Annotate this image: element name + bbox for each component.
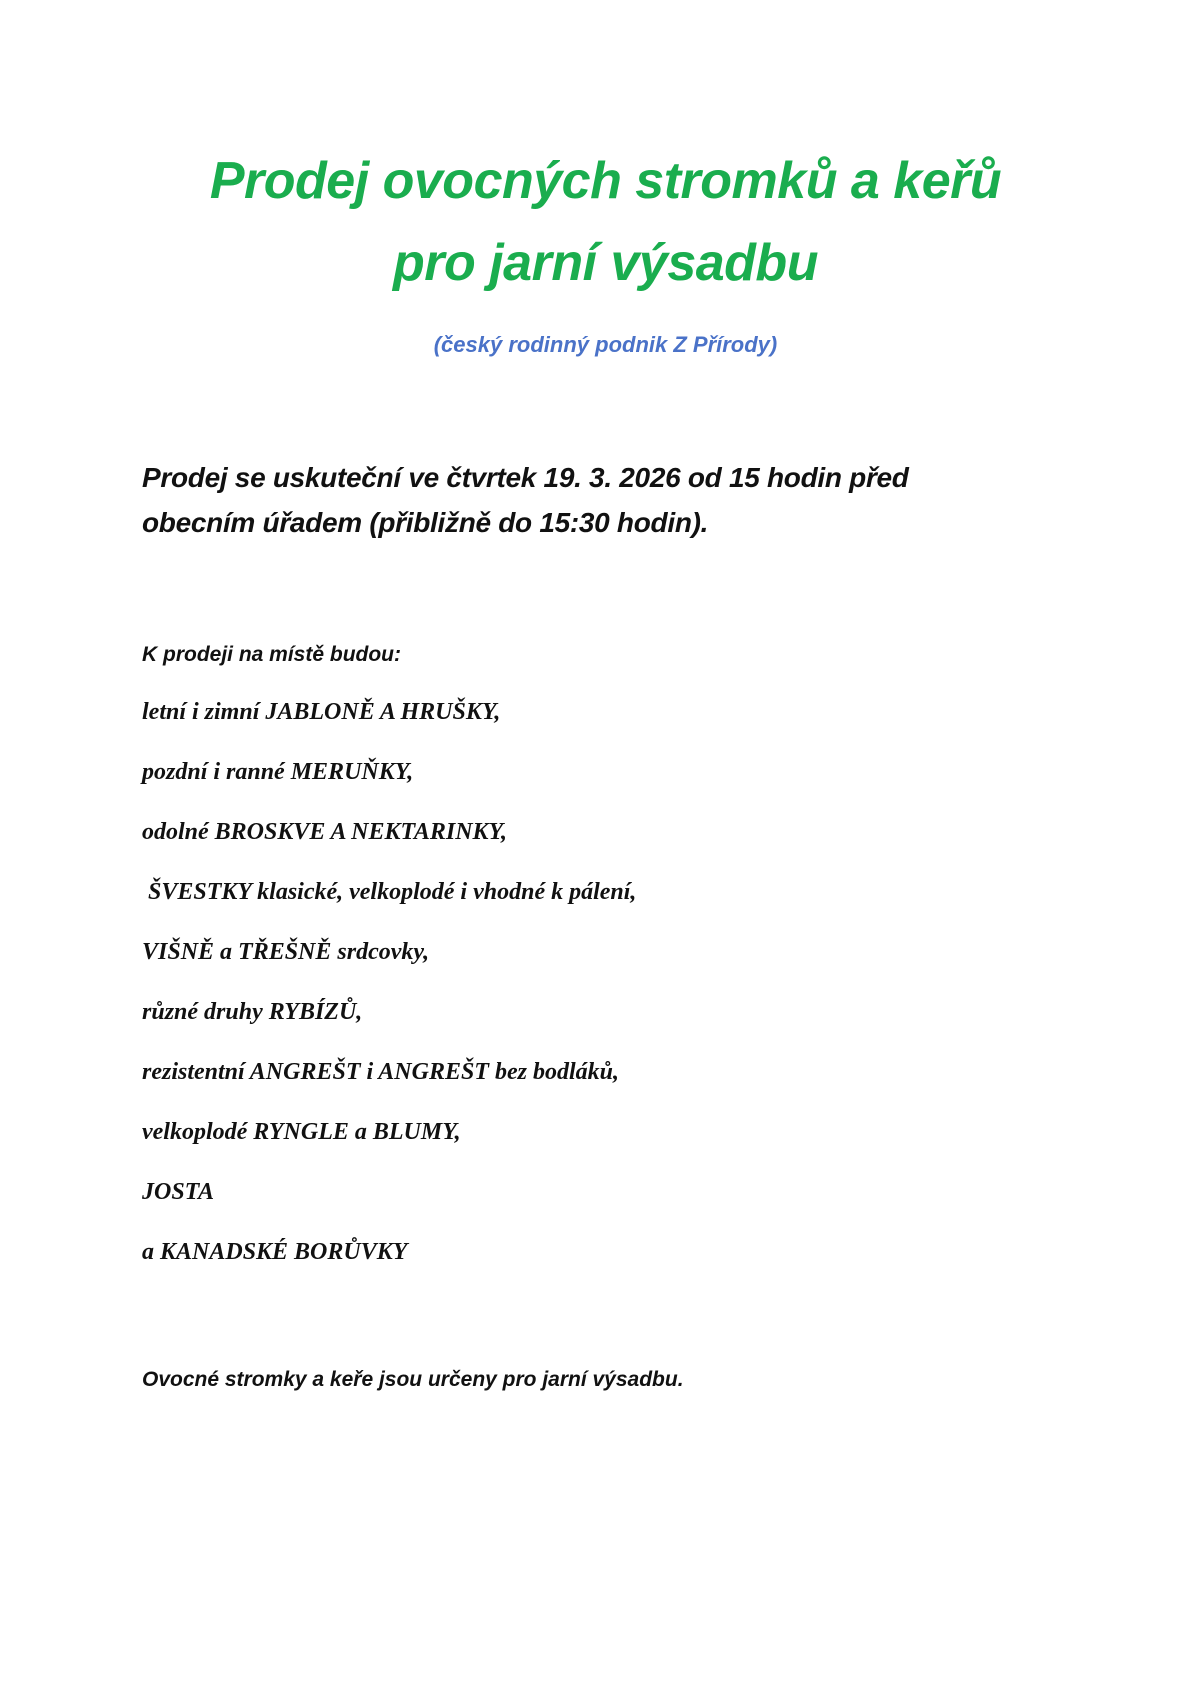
list-item: velkoplodé RYNGLE a BLUMY, <box>142 1119 461 1145</box>
list-heading: K prodeji na místě budou: <box>142 643 402 666</box>
subtitle: (český rodinný podnik Z Přírody) <box>433 332 778 357</box>
list-item: rezistentní ANGREŠT i ANGREŠT bez bodláků, <box>142 1059 619 1085</box>
list-item: odolné BROSKVE A NEKTARINKY, <box>142 819 508 845</box>
announcement-line-1: Prodej se uskuteční ve čtvrtek 19. 3. 2026 od 15 hodin před <box>142 462 909 493</box>
list-item: JOSTA <box>142 1179 215 1205</box>
list-item: letní i zimní JABLONĚ A HRUŠKY, <box>142 699 501 725</box>
list-item: různé druhy RYBÍZŮ, <box>142 999 363 1025</box>
title-line-2: pro jarní výsadbu <box>393 234 818 292</box>
announcement <box>142 455 1042 545</box>
footer-note: Ovocné stromky a keře jsou určeny pro jarní výsadbu. <box>142 1368 684 1391</box>
list-item: ŠVESTKY klasické, velkoplodé i vhodné k pálení, <box>142 879 637 905</box>
title-line-1: Prodej ovocných stromků a keřů <box>209 152 1002 210</box>
list-item: pozdní i ranné MERUŇKY, <box>142 759 414 785</box>
announcement-line-2: obecním úřadem (přibližně do 15:30 hodin). <box>142 507 709 538</box>
list-item: VIŠNĚ a TŘEŠNĚ srdcovky, <box>142 939 430 965</box>
product-list <box>142 697 636 1297</box>
list-item: a KANADSKÉ BORŮVKY <box>142 1239 408 1265</box>
